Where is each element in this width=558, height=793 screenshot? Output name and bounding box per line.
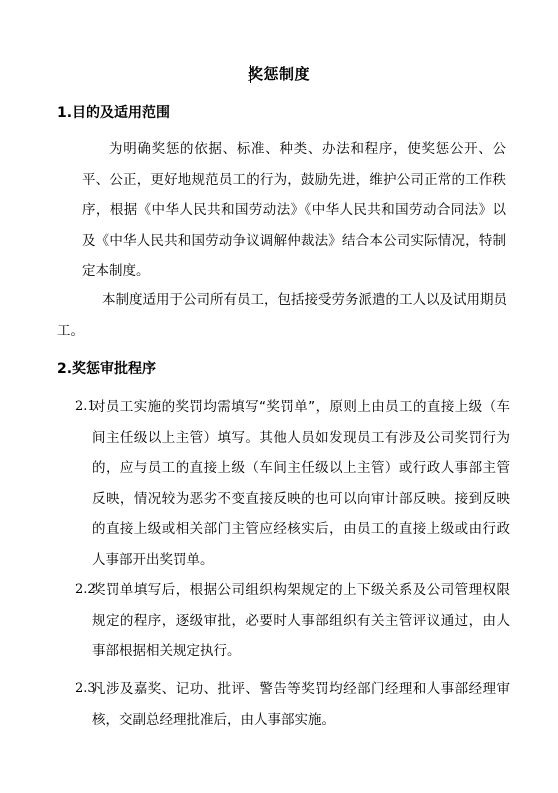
section-heading-2: 2.奖惩审批程序: [57, 361, 157, 377]
list-item-2-1: [75, 392, 510, 575]
list-item-text: 凡涉及嘉奖、记功、批评、警告等奖罚均经部门经理和人事部经理审核，交副总经理批准后，由人事部实施。: [92, 681, 510, 728]
list-item-2-2: [75, 575, 510, 667]
section-1-paragraph-purpose: 为明确奖惩的依据、标准、种类、办法和程序，使奖惩公开、公平、公正，更好地规范员工的行为，鼓励先进，维护公司正常的工作秩序，根据《中华人民共和国劳动法》《中华人民共和国劳动合同法》以及《中华人民共和国劳动争议调解仲裁法》结合本公司实际情况，特制定本制度。: [82, 141, 506, 279]
document-title: 奖惩制度: [247, 65, 310, 83]
list-item-number: 2.1: [75, 399, 96, 414]
section-heading-1: 1.目的及适用范围: [57, 105, 171, 121]
list-item-text: 对员工实施的奖罚均需填写“奖罚单”，原则上由员工的直接上级（车间主任级以上主管）填写。其他人员如发现员工有涉及公司奖罚行为的，应与员工的直接上级（车间主任级以上主管）或行政人事部主管反映，情况较为恶劣不变直接反映的也可以向审计部反映。接到反映的直接上级或相关部门主管应经核实后，由员工的直接上级或由行政人事部开出奖罚单。: [92, 399, 510, 568]
section-1-paragraph-scope: 本制度适用于公司所有员工，包括接受劳务派遣的工人以及试用期员工。: [57, 292, 507, 339]
list-item-2-3: [75, 674, 510, 735]
list-item-text: 奖罚单填写后，根据公司组织构架规定的上下级关系及公司管理权限规定的程序，逐级审批，必要时人事部组织有关主管评议通过，由人事部根据相关规定执行。: [92, 582, 510, 659]
list-item-number: 2.3: [75, 681, 96, 696]
list-item-number: 2.2: [75, 582, 96, 597]
